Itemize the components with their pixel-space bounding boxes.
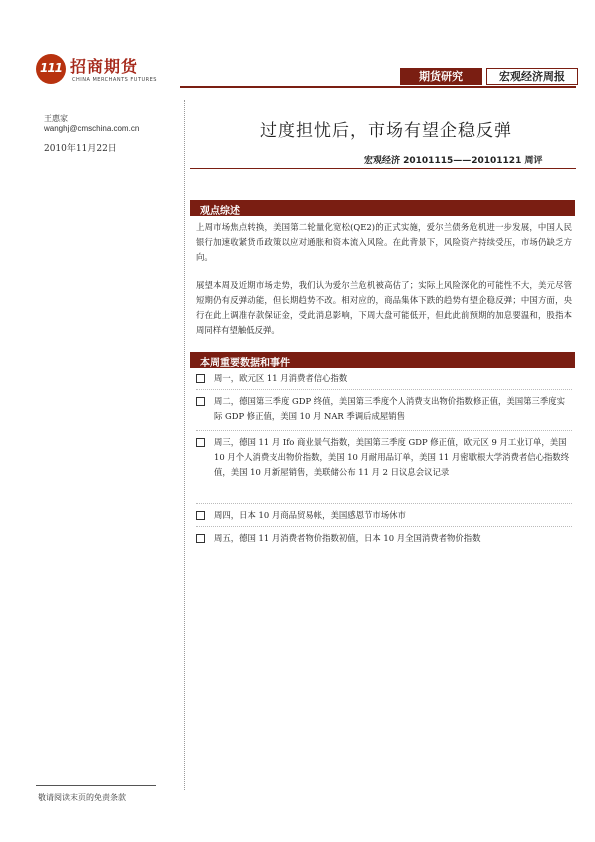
list-divider xyxy=(196,389,572,390)
author-email: wanghj@cmschina.com.cn xyxy=(44,124,140,133)
logo-name: 招商期货 xyxy=(70,57,139,76)
list-item-text: 周五，德国 11 月消费者物价指数初值，日本 10 月全国消费者物价指数 xyxy=(214,533,481,543)
logo-mark-icon xyxy=(36,54,66,84)
checkbox-square-icon xyxy=(196,511,205,520)
list-item-text: 周一，欧元区 11 月消费者信心指数 xyxy=(214,373,348,383)
section-heading: 本周重要数据和事件 xyxy=(200,358,290,369)
logo-mark-text: 111 xyxy=(39,61,63,75)
checkbox-square-icon xyxy=(196,397,205,406)
report-type-tag: 宏观经济周报 xyxy=(486,68,578,85)
summary-paragraph-2: 展望本周及近期市场走势，我们认为爱尔兰危机被高估了；实际上风险深化的可能性不大，美元尽管短期仍有反弹动能，但长期趋势不改。相对应的，商品集体下跌的趋势有望企稳反弹；中国方面，央行在此上调准存款保证金，受此消息影响，下周大盘可能低开，但此此前预期的加息要温和，股指本周同样有望触低反弹。 xyxy=(196,280,572,335)
page-subtitle: 宏观经济 20101115——20101121 周评 xyxy=(364,156,543,166)
logo-subtitle: CHINA MERCHANTS FUTURES xyxy=(72,77,157,83)
checkbox-square-icon xyxy=(196,374,205,383)
title-divider xyxy=(190,168,576,169)
list-divider xyxy=(196,430,572,431)
section-header-summary xyxy=(190,200,575,216)
list-divider xyxy=(196,526,572,527)
footer-disclaimer: 敬请阅读末页的免责条款 xyxy=(38,793,126,802)
section-heading: 观点综述 xyxy=(200,206,240,217)
header-divider xyxy=(180,86,576,88)
company-logo xyxy=(36,52,176,90)
report-date: 2010年11月22日 xyxy=(44,144,117,154)
list-item-text: 周四，日本 10 月商品贸易帐，美国感恩节市场休市 xyxy=(214,510,406,520)
category-tag: 期货研究 xyxy=(400,68,482,85)
column-divider xyxy=(184,100,185,790)
list-item-text: 周二，德国第三季度 GDP 终值，美国第三季度个人消费支出物价指数修正值，美国第三季度实际 GDP 修正值，美国 10 月 NAR 季调后成屋销售 xyxy=(214,396,565,421)
checkbox-square-icon xyxy=(196,438,205,447)
list-divider xyxy=(196,503,572,504)
footer-divider xyxy=(36,785,156,786)
section-header-events xyxy=(190,352,575,368)
list-item-text: 周三，德国 11 月 Ifo 商业景气指数，美国第三季度 GDP 修正值，欧元区 9 月工业订单，美国 10 月个人消费支出物价指数，美国 10 月耐用品订单，美国 11 月密歇根大学消费者信心指数终值，美国 10 月新屋销售，美联储公布 11 月 2 日议息会议记录 xyxy=(214,437,570,477)
summary-paragraph-1: 上周市场焦点转换，美国第二轮量化宽松(QE2)的正式实施，爱尔兰债务危机进一步发展，中国人民银行加速收紧货币政策以应对通胀和资本流入风险。在此背景下，风险资产持续受压，市场仍缺乏方向。 xyxy=(196,222,572,262)
checkbox-square-icon xyxy=(196,534,205,543)
page-title: 过度担忧后，市场有望企稳反弹 xyxy=(260,121,512,141)
author-name: 王惠家 xyxy=(44,114,68,123)
